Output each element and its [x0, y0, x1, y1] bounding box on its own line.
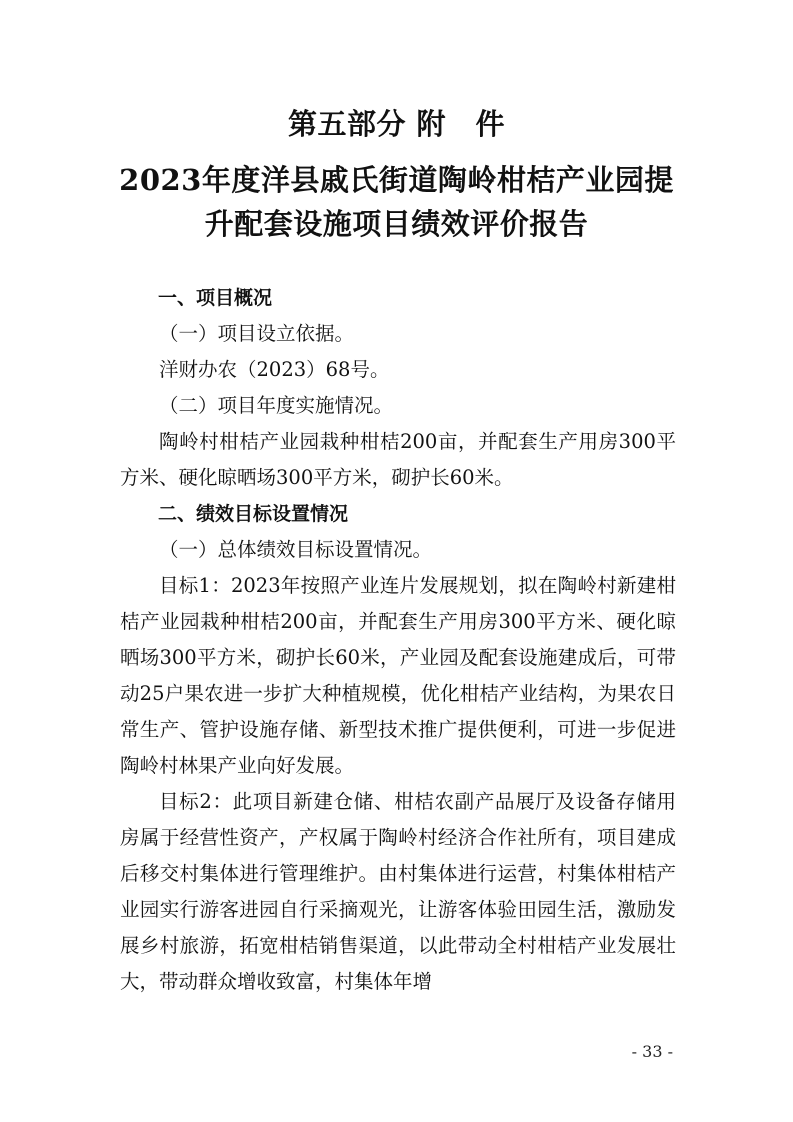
page-number: - 33 -	[631, 1042, 673, 1061]
paragraph: 洋财办农（2023）68号。	[159, 358, 390, 381]
paragraph: 目标1：2023年按照产业连片发展规划，拟在陶岭村新建柑桔产业园栽种柑桔200亩，并配套生产用房300平方米、硬化晾晒场300平方米，砌护长60米，产业园及配套设施建成后，可带动25户果农进一步扩大种植规模，优化柑桔产业结构，为果农日常生产、管护设施存储、新型技术推广提供便利，可进一步促进陶岭村林果产业向好发展。	[120, 574, 676, 777]
report-title-line-2: 升配套设施项目绩效评价报告	[204, 207, 589, 241]
paragraph: （二）项目年度实施情况。	[159, 394, 394, 417]
part-title: 第五部分 附 件	[287, 107, 506, 141]
report-body	[120, 280, 676, 1000]
section-heading: 一、项目概况	[158, 287, 273, 309]
paragraph: （一）项目设立依据。	[159, 322, 355, 345]
paragraph: 陶岭村柑桔产业园栽种柑桔200亩，并配套生产用房300平方米、硬化晾晒场300平方米，砌护长60米。	[120, 430, 676, 489]
report-title	[100, 158, 693, 246]
paragraph: （一）总体绩效目标设置情况。	[159, 538, 433, 561]
paragraph: 目标2：此项目新建仓储、柑桔农副产品展厅及设备存储用房属于经营性资产，产权属于陶岭村经济合作社所有，项目建成后移交村集体进行管理维护。由村集体进行运营，村集体柑桔产业园实行游客进园自行采摘观光，让游客体验田园生活，激励发展乡村旅游，拓宽柑桔销售渠道，以此带动全村柑桔产业发展壮大，带动群众增收致富，村集体年增	[120, 790, 676, 993]
section-heading: 二、绩效目标设置情况	[158, 503, 349, 525]
report-title-line-1: 2023年度洋县戚氏街道陶岭柑桔产业园提	[119, 163, 674, 197]
